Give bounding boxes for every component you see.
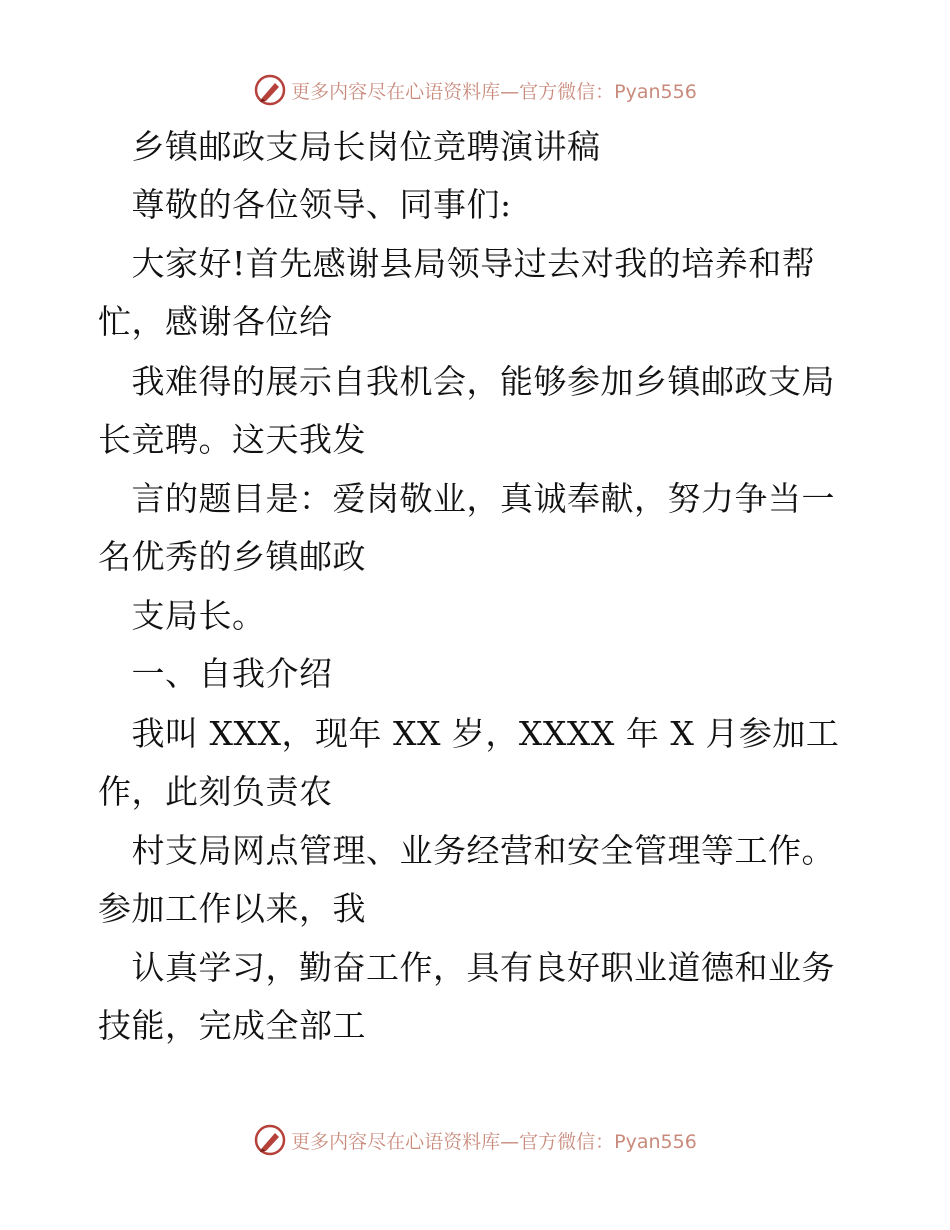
text-line: 尊敬的各位领导、同事们: bbox=[98, 185, 512, 224]
text-line: 我难得的展示自我机会，能够参加乡镇邮政支局 bbox=[98, 362, 835, 401]
footer-banner bbox=[0, 1120, 950, 1160]
text-line: 大家好!首先感谢县局领导过去对我的培养和帮 bbox=[98, 244, 816, 283]
pen-nib-logo-icon bbox=[253, 1123, 287, 1157]
text-line: 我叫 XXX，现年 XX 岁，XXXX 年 X 月参加工 bbox=[98, 714, 840, 753]
text-line: 长竞聘。这天我发 bbox=[98, 420, 366, 459]
text-line: 技能，完成全部工 bbox=[98, 1006, 366, 1045]
text-line: 参加工作以来，我 bbox=[98, 889, 366, 928]
title-line: 乡镇邮政支局长岗位竞聘演讲稿 bbox=[98, 127, 601, 166]
banner-text: 更多内容尽在心语资料库—官方微信：Pyan556 bbox=[291, 1130, 697, 1153]
text-line: 认真学习，勤奋工作，具有良好职业道德和业务 bbox=[98, 948, 835, 987]
text-line: 作，此刻负责农 bbox=[98, 772, 333, 811]
banner-text: 更多内容尽在心语资料库—官方微信：Pyan556 bbox=[291, 80, 697, 103]
section-heading: 一、自我介绍 bbox=[98, 654, 333, 693]
text-line: 忙，感谢各位给 bbox=[98, 302, 333, 341]
text-line: 村支局网点管理、业务经营和安全管理等工作。 bbox=[98, 831, 835, 870]
pen-nib-logo-icon bbox=[253, 73, 287, 107]
text-line: 言的题目是：爱岗敬业，真诚奉献，努力争当一 bbox=[98, 479, 835, 518]
text-line: 名优秀的乡镇邮政 bbox=[98, 537, 366, 576]
text-line: 支局长。 bbox=[98, 596, 266, 635]
header-banner bbox=[0, 70, 950, 110]
